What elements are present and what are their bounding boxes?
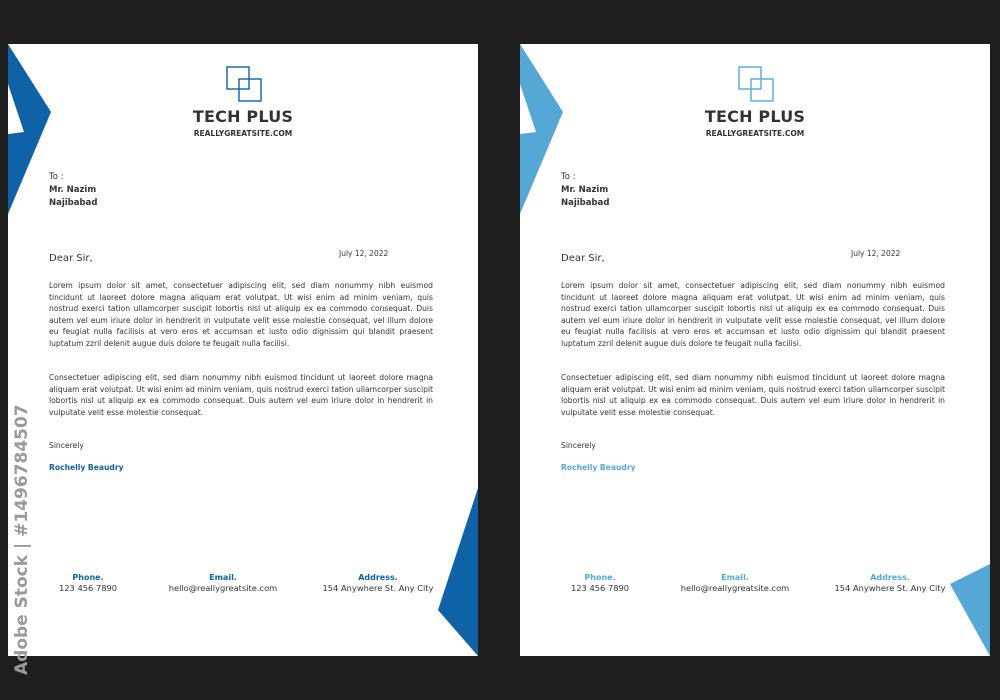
email-label: Email.: [209, 573, 237, 582]
email-value: hello@reallygreatsite.com: [680, 583, 790, 593]
footer-email: [670, 573, 800, 593]
email-value: hello@reallygreatsite.com: [168, 583, 278, 593]
stock-id-text: Adobe Stock | #1496784507: [12, 404, 32, 675]
recipient-city: Najibabad: [561, 198, 610, 208]
body-paragraph-2: Consectetuer adipiscing elit, sed diam nonummy nibh euismod tincidunt ut laoreet dolore magna aliquam erat volutpat. Ut wisi enim ad minim veniam, quis nostrud exerci tation ullamcorper suscipit lobortis nisl ut aliquip ex ea commodo consequat. Duis autem vel eum iriure dolor in hendrerit in vulputate velit esse molestie consequat.: [49, 373, 433, 417]
footer-email: [158, 573, 288, 593]
salutation: Dear Sir,: [561, 253, 605, 264]
address-label: Address.: [870, 573, 910, 582]
letterhead-page-dark: [8, 44, 478, 656]
recipient-block: [561, 171, 609, 210]
email-label: Email.: [721, 573, 749, 582]
recipient-name: Mr. Nazim: [561, 185, 609, 195]
to-label: To :: [561, 172, 576, 182]
recipient-block: [49, 171, 97, 210]
salutation: Dear Sir,: [49, 253, 93, 264]
footer-address: [825, 573, 955, 593]
closing: Sincerely: [49, 441, 84, 450]
signature-name: Rochelly Beaudry: [49, 463, 124, 472]
phone-value: 123 456 7890: [570, 583, 630, 593]
phone-label: Phone.: [72, 573, 104, 582]
body-paragraph-1: Lorem ipsum dolor sit amet, consectetuer adipiscing elit, sed diam nonummy nibh euismod tincidunt ut laoreet dolore magna aliquam erat volutpat. Ut wisi enim ad minim veniam, quis nostrud exerci tation ullamcorper suscipit lobortis nisl ut aliquip ex ea commodo consequat. Duis autem vel eum iriure dolor in hendrerit in vulputate velit esse molestie consequat, vel illum dolore eu feugiat nulla facilisis at vero eros et accumsan et iusto odio dignissim qui blandit praesent luptatum zzril delenit augue duis dolore te feugait nulla facilisi.: [49, 281, 433, 348]
letterhead-page-light: [520, 44, 990, 656]
signature-name: Rochelly Beaudry: [561, 463, 636, 472]
footer-address: [313, 573, 443, 593]
to-label: To :: [49, 172, 64, 182]
address-value: 154 Anywhere St. Any City: [322, 583, 434, 593]
logo-squares-icon: [226, 66, 262, 102]
company-name: TECH PLUS: [192, 107, 294, 126]
recipient-city: Najibabad: [49, 198, 98, 208]
phone-label: Phone.: [584, 573, 616, 582]
bottom-right-chevron: [950, 488, 990, 656]
letter-date: July 12, 2022: [851, 249, 901, 258]
footer-phone: [561, 573, 639, 593]
letter-date: July 12, 2022: [339, 249, 389, 258]
body-paragraph-2: Consectetuer adipiscing elit, sed diam nonummy nibh euismod tincidunt ut laoreet dolore magna aliquam erat volutpat. Ut wisi enim ad minim veniam, quis nostrud exerci tation ullamcorper suscipit lobortis nisl ut aliquip ex ea commodo consequat. Duis autem vel eum iriure dolor in hendrerit in vulputate velit esse molestie consequat.: [561, 373, 945, 417]
footer-phone: [49, 573, 127, 593]
phone-value: 123 456 7890: [58, 583, 118, 593]
stock-id-watermark: [2, 404, 40, 685]
recipient-name: Mr. Nazim: [49, 185, 97, 195]
company-website: REALLYGREATSITE.COM: [193, 129, 293, 138]
company-name: TECH PLUS: [704, 107, 806, 126]
bottom-right-chevron: [438, 488, 478, 656]
body-paragraph-1: Lorem ipsum dolor sit amet, consectetuer adipiscing elit, sed diam nonummy nibh euismod tincidunt ut laoreet dolore magna aliquam erat volutpat. Ut wisi enim ad minim veniam, quis nostrud exerci tation ullamcorper suscipit lobortis nisl ut aliquip ex ea commodo consequat. Duis autem vel eum iriure dolor in hendrerit in vulputate velit esse molestie consequat, vel illum dolore eu feugiat nulla facilisis at vero eros et accumsan et iusto odio dignissim qui blandit praesent luptatum zzril delenit augue duis dolore te feugait nulla facilisi.: [561, 281, 945, 348]
address-value: 154 Anywhere St. Any City: [834, 583, 946, 593]
company-website: REALLYGREATSITE.COM: [705, 129, 805, 138]
address-label: Address.: [358, 573, 398, 582]
closing: Sincerely: [561, 441, 596, 450]
logo-squares-icon: [738, 66, 774, 102]
